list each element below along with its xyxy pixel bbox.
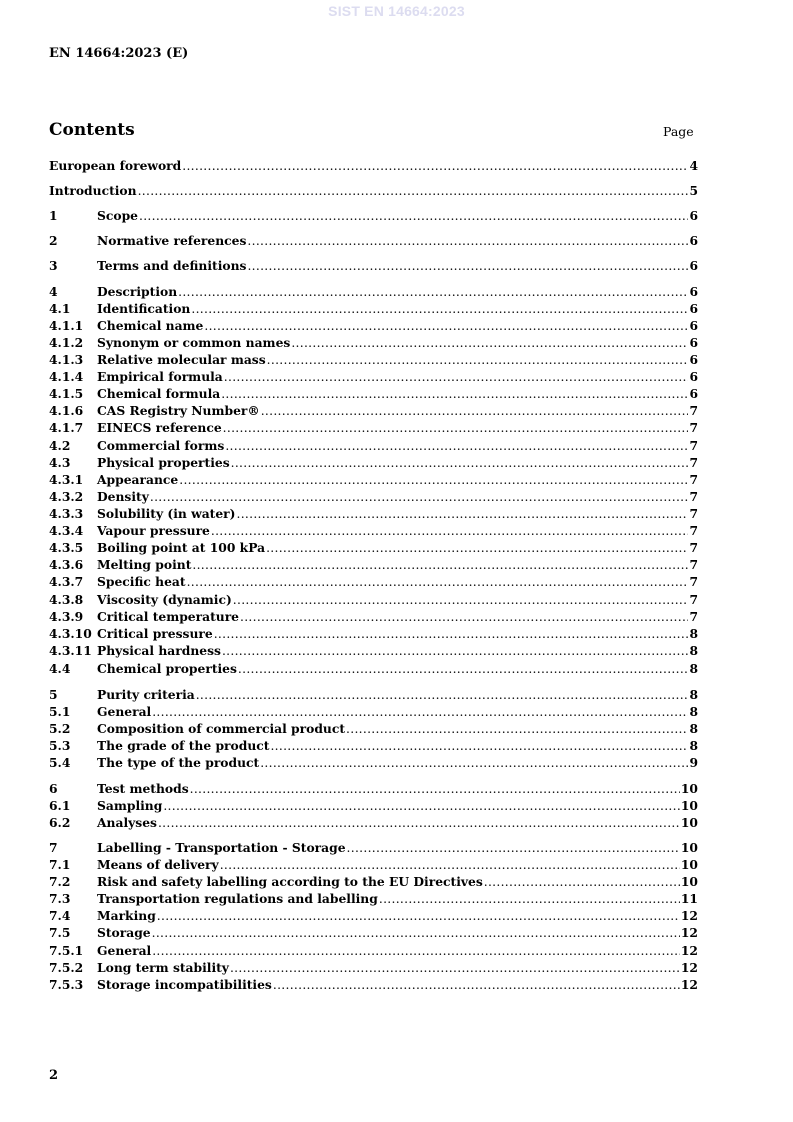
toc-entry-number: 4.3.7 [49,574,84,589]
toc-entry-title: Melting point [97,557,192,572]
toc-dot-leader [261,403,689,419]
toc-dot-leader [236,506,688,522]
toc-dot-leader [157,908,680,924]
toc-entry-title: Long term stability [97,960,229,975]
toc-entry[interactable] [49,721,698,737]
toc-entry-page: 7 [689,609,698,624]
toc-entry-page: 7 [689,472,698,487]
toc-entry-number: 2 [49,233,58,248]
toc-entry[interactable] [49,540,698,556]
toc-dot-leader [266,540,688,556]
toc-entry-page: 8 [689,721,698,736]
toc-entry-number: 4 [49,284,58,299]
toc-entry[interactable] [49,523,698,539]
toc-entry-page: 6 [689,386,698,401]
toc-entry[interactable] [49,258,698,274]
toc-entry[interactable] [49,960,698,976]
toc-dot-leader [240,609,688,625]
contents-heading: Contents [49,120,135,140]
toc-entry[interactable] [49,755,698,771]
toc-entry-title: Specific heat [97,574,186,589]
toc-entry-title: Analyses [97,815,157,830]
toc-entry-number: 5.1 [49,704,71,719]
toc-entry-title: Storage incompatibilities [97,977,272,992]
toc-entry-title: Vapour pressure [97,523,210,538]
toc-dot-leader [150,489,689,505]
toc-entry-page: 6 [689,208,698,223]
toc-entry-page: 6 [689,284,698,299]
toc-entry-title: Means of delivery [97,857,219,872]
toc-entry[interactable] [49,386,698,402]
toc-entry-page: 5 [689,183,698,198]
toc-entry[interactable] [49,574,698,590]
toc-entry-page: 6 [689,335,698,350]
toc-entry[interactable] [49,403,698,419]
toc-entry-page: 7 [689,574,698,589]
toc-entry-page: 7 [689,489,698,504]
toc-entry-number: 7.5 [49,925,71,940]
toc-entry[interactable] [49,301,698,317]
toc-entry-number: 6.1 [49,798,71,813]
toc-entry-number: 7.4 [49,908,71,923]
toc-entry-title: Critical pressure [97,626,213,641]
toc-entry-page: 12 [680,925,698,940]
toc-entry-title: Appearance [97,472,179,487]
toc-entry-title: Density [97,489,149,504]
toc-entry[interactable] [49,908,698,924]
toc-dot-leader [182,158,688,174]
toc-entry[interactable] [49,704,698,720]
toc-entry-page: 6 [689,318,698,333]
toc-entry-title: CAS Registry Number® [97,403,260,418]
toc-entry[interactable] [49,661,698,677]
toc-entry-number: 4.2 [49,438,71,453]
toc-entry-number: 7 [49,840,58,855]
toc-entry-page: 6 [689,369,698,384]
toc-entry-number: 1 [49,208,58,223]
toc-entry-number: 4.3.11 [49,643,92,658]
toc-entry-title: Commercial forms [97,438,225,453]
toc-entry[interactable] [49,455,698,471]
toc-dot-leader [196,687,689,703]
toc-entry[interactable] [49,557,698,573]
toc-dot-leader [247,233,688,249]
toc-entry-page: 10 [680,857,698,872]
toc-dot-leader [230,960,680,976]
toc-entry-page: 9 [689,755,698,770]
toc-entry-title: The type of the product [97,755,260,770]
toc-entry-page: 8 [689,626,698,641]
toc-entry-title: Chemical formula [97,386,221,401]
toc-entry-page: 10 [680,840,698,855]
toc-entry-page: 8 [689,704,698,719]
toc-entry-page: 12 [680,943,698,958]
toc-entry-title: Risk and safety labelling according to the EU Directives [97,874,483,889]
toc-entry-title: Empirical formula [97,369,223,384]
toc-dot-leader [152,943,680,959]
toc-entry[interactable] [49,420,698,436]
toc-entry[interactable] [49,643,698,659]
document-id: EN 14664:2023 (E) [49,46,189,61]
toc-entry-number: 4.1.6 [49,403,84,418]
toc-entry-page: 8 [689,643,698,658]
toc-entry[interactable] [49,798,698,814]
toc-entry[interactable] [49,943,698,959]
toc-entry-page: 7 [689,420,698,435]
toc-entry-title: EINECS reference [97,420,222,435]
toc-entry-number: 6 [49,781,58,796]
toc-entry[interactable] [49,208,698,224]
toc-entry-title: Synonym or common names [97,335,291,350]
toc-entry-title: Normative references [97,233,247,248]
toc-entry-number: 4.1.3 [49,352,84,367]
toc-entry-title: The grade of the product [97,738,270,753]
toc-dot-leader [260,755,688,771]
toc-dot-leader [179,472,688,488]
toc-entry[interactable] [49,626,698,642]
toc-entry[interactable] [49,284,698,300]
toc-entry[interactable] [49,857,698,873]
toc-entry-page: 12 [680,960,698,975]
toc-entry-title: Purity criteria [97,687,195,702]
toc-entry-number: 4.1.7 [49,420,84,435]
toc-dot-leader [139,208,688,224]
toc-dot-leader [220,857,680,873]
toc-entry-title: Storage [97,925,151,940]
toc-entry-title: Introduction [49,183,137,198]
toc-dot-leader [138,183,689,199]
toc-dot-leader [231,455,689,471]
toc-entry-number: 3 [49,258,58,273]
toc-dot-leader [211,523,689,539]
toc-entry-number: 7.5.3 [49,977,84,992]
toc-entry-title: Labelling - Transportation - Storage [97,840,346,855]
toc-entry-page: 11 [680,891,698,906]
toc-entry-number: 4.3.10 [49,626,92,641]
toc-entry[interactable] [49,438,698,454]
toc-entry-page: 7 [689,506,698,521]
toc-dot-leader [346,721,688,737]
toc-dot-leader [223,420,689,436]
toc-entry-page: 7 [689,523,698,538]
toc-dot-leader [270,738,688,754]
toc-entry[interactable] [49,369,698,385]
toc-entry-title: European foreword [49,158,182,173]
toc-entry-title: Transportation regulations and labelling [97,891,378,906]
toc-entry-number: 4.3.1 [49,472,84,487]
toc-dot-leader [158,815,680,831]
toc-entry-page: 6 [689,301,698,316]
toc-entry-title: General [97,943,152,958]
toc-dot-leader [291,335,688,351]
toc-entry-title: Composition of commercial product [97,721,346,736]
toc-entry-page: 10 [680,781,698,796]
toc-entry-title: Terms and definitions [97,258,247,273]
toc-entry[interactable] [49,592,698,608]
toc-entry-title: Physical properties [97,455,230,470]
toc-entry-number: 7.3 [49,891,71,906]
toc-entry-title: Critical temperature [97,609,240,624]
watermark: SIST EN 14664:2023 [328,3,465,19]
toc-entry-page: 6 [689,233,698,248]
toc-dot-leader [221,386,688,402]
toc-entry-page: 4 [689,158,698,173]
page-column-label: Page [663,124,694,139]
toc-entry[interactable] [49,874,698,890]
toc-dot-leader [191,301,688,317]
toc-entry-page: 7 [689,455,698,470]
toc-dot-leader [152,925,680,941]
toc-entry-number: 4.3.9 [49,609,84,624]
toc-entry-number: 5.3 [49,738,71,753]
toc-entry-page: 12 [680,908,698,923]
page-number: 2 [49,1068,59,1083]
toc-entry-number: 7.5.2 [49,960,84,975]
toc-dot-leader [225,438,688,454]
toc-dot-leader [347,840,680,856]
toc-entry[interactable] [49,815,698,831]
toc-entry-number: 4.3 [49,455,71,470]
toc-dot-leader [192,557,688,573]
toc-entry-page: 12 [680,977,698,992]
toc-entry[interactable] [49,506,698,522]
toc-entry-number: 4.1.1 [49,318,84,333]
toc-entry-title: Physical hardness [97,643,221,658]
toc-entry-title: Identification [97,301,191,316]
toc-entry-number: 4.3.4 [49,523,84,538]
toc-entry-number: 6.2 [49,815,71,830]
toc-dot-leader [247,258,688,274]
toc-entry-page: 8 [689,687,698,702]
toc-entry-title: Description [97,284,178,299]
toc-entry-page: 7 [689,403,698,418]
toc-entry-number: 4.3.6 [49,557,84,572]
toc-dot-leader [233,592,689,608]
toc-entry[interactable] [49,687,698,703]
toc-dot-leader [224,369,689,385]
toc-entry-page: 7 [689,438,698,453]
toc-entry-page: 7 [689,592,698,607]
toc-entry[interactable] [49,489,698,505]
toc-entry[interactable] [49,335,698,351]
toc-entry-title: Chemical properties [97,661,237,676]
toc-entry-number: 5 [49,687,58,702]
toc-entry[interactable] [49,472,698,488]
toc-dot-leader [238,661,689,677]
toc-dot-leader [214,626,689,642]
toc-entry-title: Relative molecular mass [97,352,266,367]
toc-dot-leader [163,798,680,814]
toc-entry-page: 6 [689,352,698,367]
toc-entry-page: 7 [689,540,698,555]
toc-entry[interactable] [49,925,698,941]
toc-dot-leader [273,977,680,993]
toc-dot-leader [267,352,689,368]
toc-entry-title: General [97,704,152,719]
toc-entry-number: 4.3.2 [49,489,84,504]
toc-entry[interactable] [49,183,698,199]
toc-entry-title: Chemical name [97,318,204,333]
toc-entry-title: Test methods [97,781,189,796]
toc-dot-leader [178,284,688,300]
toc-entry-title: Scope [97,208,138,223]
toc-dot-leader [152,704,688,720]
toc-entry[interactable] [49,158,698,174]
toc-entry-page: 8 [689,661,698,676]
toc-entry[interactable] [49,352,698,368]
toc-dot-leader [484,874,680,890]
toc-entry-page: 10 [680,798,698,813]
toc-entry-number: 4.3.5 [49,540,84,555]
toc-dot-leader [204,318,688,334]
toc-entry-number: 4.3.8 [49,592,84,607]
toc-entry-title: Boiling point at 100 kPa [97,540,266,555]
toc-entry-number: 4.4 [49,661,71,676]
toc-entry-page: 8 [689,738,698,753]
toc-entry-page: 10 [680,874,698,889]
toc-entry[interactable] [49,318,698,334]
toc-entry[interactable] [49,738,698,754]
toc-entry-title: Viscosity (dynamic) [97,592,232,607]
toc-dot-leader [190,781,680,797]
toc-entry-page: 7 [689,557,698,572]
toc-entry-number: 4.3.3 [49,506,84,521]
toc-entry[interactable] [49,609,698,625]
toc-entry-number: 5.4 [49,755,71,770]
toc-entry[interactable] [49,233,698,249]
toc-entry[interactable] [49,840,698,856]
toc-entry-title: Sampling [97,798,163,813]
toc-entry-number: 7.2 [49,874,71,889]
toc-entry-title: Marking [97,908,156,923]
toc-entry-number: 4.1.4 [49,369,84,384]
toc-dot-leader [187,574,689,590]
toc-entry[interactable] [49,891,698,907]
toc-entry-number: 7.5.1 [49,943,84,958]
toc-entry-number: 5.2 [49,721,71,736]
toc-dot-leader [222,643,689,659]
toc-entry-number: 7.1 [49,857,71,872]
toc-entry[interactable] [49,781,698,797]
toc-entry-number: 4.1.2 [49,335,84,350]
toc-entry-title: Solubility (in water) [97,506,236,521]
toc-entry-page: 6 [689,258,698,273]
toc-entry-page: 10 [680,815,698,830]
toc-entry[interactable] [49,977,698,993]
toc-dot-leader [379,891,680,907]
toc-entry-number: 4.1 [49,301,71,316]
toc-entry-number: 4.1.5 [49,386,84,401]
